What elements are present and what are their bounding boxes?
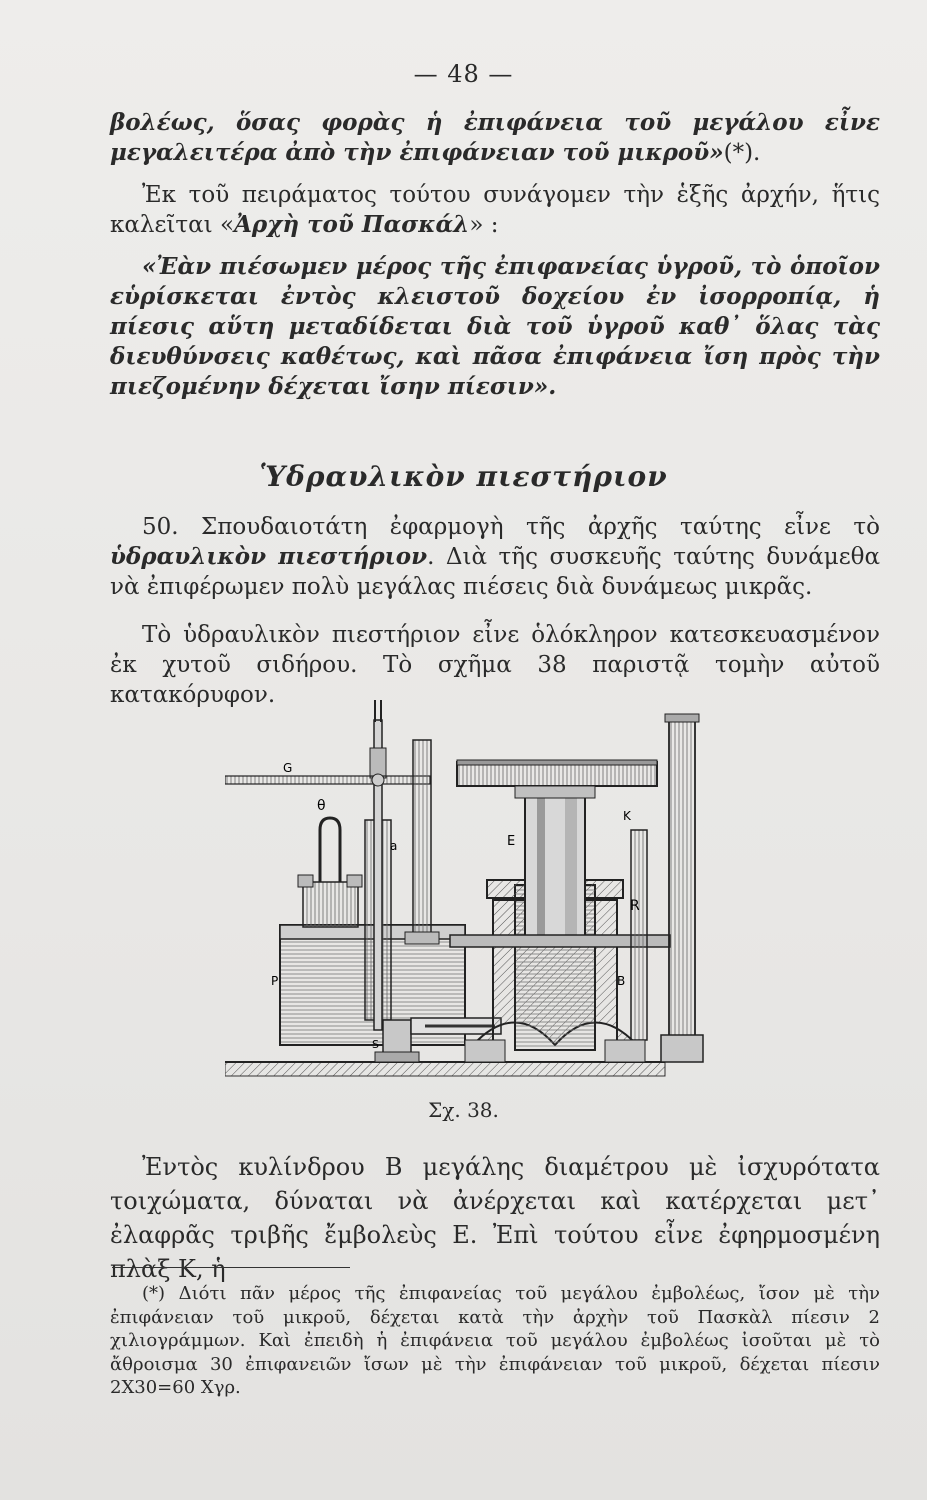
paragraph-6 [110,1150,880,1286]
label-R: R [630,898,640,914]
paragraph-2-lead: Ἐκ τοῦ πειράματος τούτου συνάγομεν τὴν ἑξῆς ἀρχήν, ἥτις καλεῖται « [110,182,880,238]
principle-statement: «Ἐὰν πιέσωμεν μέρος τῆς ἐπιφανείας ὑγροῦ, τὸ ὁποῖον εὑρίσκεται ἐντὸς κλειστοῦ δοχείου ἐν ἰσορροπίᾳ, ἡ πίεσις αὕτη μεταδίδεται διὰ τοῦ ὑγροῦ καθ᾽ ὅλας τὰς διευθύνσεις καθέτως, καὶ πᾶσα ἐπιφάνεια ἴση πρὸς τὴν πιεζομένην δέχεται ἴσην πίεσιν». [110,253,880,400]
hydraulic-press-term: ὑδραυλικὸν πιεστήριον [110,543,428,570]
label-P: P [271,974,279,988]
label-K: K [623,809,631,823]
paragraph-5 [110,620,880,710]
hydraulic-press-illustration [225,700,725,1100]
label-E: E [507,834,516,849]
page-number: — 48 — [413,60,514,88]
paragraph-6-text: Ἐντὸς κυλίνδρου Β μεγάλης διαμέτρου μὲ ἰσχυρότατα τοιχώματα, δύναται νὰ ἀνέρχεται καὶ κατέρχεται μετ᾽ ἐλαφρᾶς τριβῆς ἔμβολεὺς Ε. Ἐπὶ τούτου εἶνε ἐφηρμοσμένη πλὰξ Κ, ἡ [110,1153,880,1283]
footnote-divider [112,1267,350,1268]
hydraulic-press-figure [225,700,725,1100]
paragraph-5-text: Τὸ ὑδραυλικὸν πιεστήριον εἶνε ὁλόκληρον κατεσκευασμένον ἐκ χυτοῦ σιδήρου. Τὸ σχῆμα 38 παριστᾷ τομὴν αὐτοῦ κατακόρυφον. [110,622,880,708]
paragraph-1-italic: βολέως, ὅσας φορὰς ἡ ἐπιφάνεια τοῦ μεγάλου εἶνε μεγαλειτέρα ἀπὸ τὴν ἐπιφάνειαν τοῦ μικροῦ» [110,109,880,166]
label-B: B [617,974,626,988]
label-S: S [372,1038,379,1051]
pascal-principle-name: Ἀρχὴ τοῦ Πασκάλ [234,211,470,238]
footnote-ref: (*). [723,140,761,166]
section-title: Ὑδραυλικὸν πιεστήριον [259,460,668,493]
paragraph-2 [110,180,880,240]
paragraph-3-principle [110,252,880,402]
label-a: a [390,839,398,853]
footnote-text: (*) Διότι πᾶν μέρος τῆς ἐπιφανείας τοῦ μεγάλου ἐμβολέως, ἴσον μὲ τὴν ἐπιφάνειαν τοῦ μικροῦ, δέχεται κατὰ τὴν ἀρχὴν τοῦ Πασκὰλ πίεσιν 2 χιλιογράμμων. Καὶ ἐπειδὴ ἡ ἐπιφάνεια τοῦ μεγάλου ἐμβολέως ἰσοῦται μὲ τὸ ἄθροισμα 30 ἐπιφανειῶν ἴσων μὲ τὴν ἐπιφάνειαν τοῦ μικροῦ, δέχεται πίεσιν 2Χ30=60 Χγρ. [110,1283,880,1398]
footnote [110,1282,880,1400]
label-theta: θ [317,798,326,814]
paragraph-4-tail: . Διὰ τῆς συσκευῆς ταύτης δυνάμεθα νὰ ἐπιφέρωμεν πολὺ μεγάλας πιέσεις διὰ δυνάμεως μικρᾶς. [110,544,880,600]
paragraph-4-lead: 50. Σπουδαιοτάτη ἐφαρμογὴ τῆς ἀρχῆς ταύτης εἶνε τὸ [142,514,880,540]
paragraph-2-tail: » : [469,212,499,238]
paragraph-1 [110,108,880,168]
paragraph-4 [110,512,880,602]
figure-caption: Σχ. 38. [428,1098,499,1122]
label-G: G [283,761,293,775]
